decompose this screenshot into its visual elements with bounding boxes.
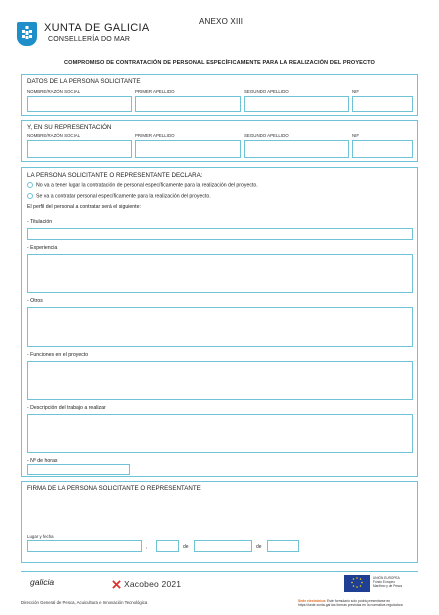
galicia-shield-icon: [17, 22, 37, 46]
eu-line-2: Fondo Europeo: [373, 580, 395, 585]
eu-line-1: UNIÓN EUROPEA: [373, 576, 400, 580]
sede-line-1: Este formulario solo podrá presentarse en: [326, 599, 391, 603]
sede-line-2: https://sede.xunta.gal las formas previstas en la normativa reguladora: [298, 603, 403, 608]
experiencia-label: - Experiencia: [27, 245, 58, 251]
nif-label: NIF: [352, 89, 360, 94]
first-surname-label: PRIMER APELLIDO: [135, 133, 175, 138]
xunta-logo: [17, 17, 150, 47]
eu-flag-icon: [344, 575, 370, 592]
sede-notice: [298, 599, 403, 607]
applicant-section-title: DATOS DE LA PERSONA SOLICITANTE: [27, 78, 141, 85]
place-date-label: Lugar y fecha: [27, 534, 54, 539]
nif-label: NIF: [352, 133, 360, 138]
radio-no-hiring[interactable]: [27, 182, 33, 188]
logo-subtitle: CONSELLERÍA DO MAR: [48, 36, 131, 43]
representative-second-surname-input[interactable]: [244, 140, 349, 158]
document-title: COMPROMISO DE CONTRATACIÓN DE PERSONAL ESPECÍFICAMENTE PARA LA REALIZACIÓN DEL PROYECTO: [64, 60, 375, 66]
galicia-logo: galicia: [30, 577, 55, 587]
option-no-hiring-label: No va a tener lugar la contratación de personal específicamente para la realización del proyecto.: [36, 182, 258, 189]
representative-section-title: Y, EN SU REPRESENTACIÓN: [27, 124, 112, 131]
month-input[interactable]: [194, 540, 252, 552]
logo-title: XUNTA DE GALICIA: [44, 22, 150, 34]
descripcion-textarea[interactable]: [27, 414, 413, 453]
funciones-textarea[interactable]: [27, 361, 413, 400]
applicant-first-surname-input[interactable]: [135, 96, 241, 112]
declaration-section: [21, 167, 418, 477]
otros-textarea[interactable]: [27, 307, 413, 347]
experiencia-textarea[interactable]: [27, 254, 413, 293]
option-no-hiring[interactable]: [27, 182, 258, 188]
department-name: Dirección General de Pesca, Acuicultura e Innovación Tecnológica: [21, 600, 148, 605]
name-label: NOMBRE/RAZÓN SOCIAL: [27, 89, 81, 94]
profile-intro: El perfil del personal a contratar será el siguiente:: [27, 204, 141, 210]
place-input[interactable]: [27, 540, 142, 552]
de-separator-1: de: [183, 544, 189, 550]
representative-section: [21, 120, 418, 162]
declaration-section-title: LA PERSONA SOLICITANTE O REPRESENTANTE DECLARA:: [27, 172, 203, 179]
descripcion-label: - Descripción del trabajo a realizar: [27, 405, 106, 411]
annex-label: ANEXO XIII: [199, 17, 244, 26]
xacobeo-icon: [112, 580, 121, 589]
xacobeo-logo: Xacobeo 2021: [124, 579, 182, 589]
eu-line-3: Marítimo y de Pesca: [373, 584, 403, 589]
titulacion-label: - Titulación: [27, 219, 53, 225]
de-separator-2: de: [256, 544, 262, 550]
second-surname-label: SEGUNDO APELLIDO: [244, 133, 289, 138]
representative-nif-input[interactable]: [352, 140, 413, 158]
first-surname-label: PRIMER APELLIDO: [135, 89, 175, 94]
applicant-nif-input[interactable]: [352, 96, 413, 112]
year-input[interactable]: [267, 540, 299, 552]
option-hiring-label: Se va a contratar personal específicamente para la realización del proyecto.: [36, 193, 211, 200]
comma-separator: ,: [146, 544, 148, 550]
day-input[interactable]: [156, 540, 179, 552]
signature-section-title: FIRMA DE LA PERSONA SOLICITANTE O REPRESENTANTE: [27, 485, 201, 492]
second-surname-label: SEGUNDO APELLIDO: [244, 89, 289, 94]
titulacion-input[interactable]: [27, 228, 413, 240]
applicant-second-surname-input[interactable]: [244, 96, 349, 112]
applicant-name-input[interactable]: [27, 96, 132, 112]
signature-section: [21, 481, 418, 563]
funciones-label: - Funciones en el proyecto: [27, 352, 89, 358]
otros-label: - Otros: [27, 298, 43, 304]
horas-input[interactable]: [27, 464, 130, 475]
eu-fund-text: [373, 576, 402, 589]
representative-first-surname-input[interactable]: [135, 140, 241, 158]
option-hiring[interactable]: [27, 193, 211, 199]
sede-label[interactable]: Sede electrónica:: [298, 599, 327, 603]
applicant-section: [21, 74, 418, 116]
footer-divider: [21, 571, 418, 572]
horas-label: - Nº de horas: [27, 458, 58, 464]
radio-hiring[interactable]: [27, 193, 33, 199]
representative-name-input[interactable]: [27, 140, 132, 158]
name-label: NOMBRE/RAZÓN SOCIAL: [27, 133, 81, 138]
